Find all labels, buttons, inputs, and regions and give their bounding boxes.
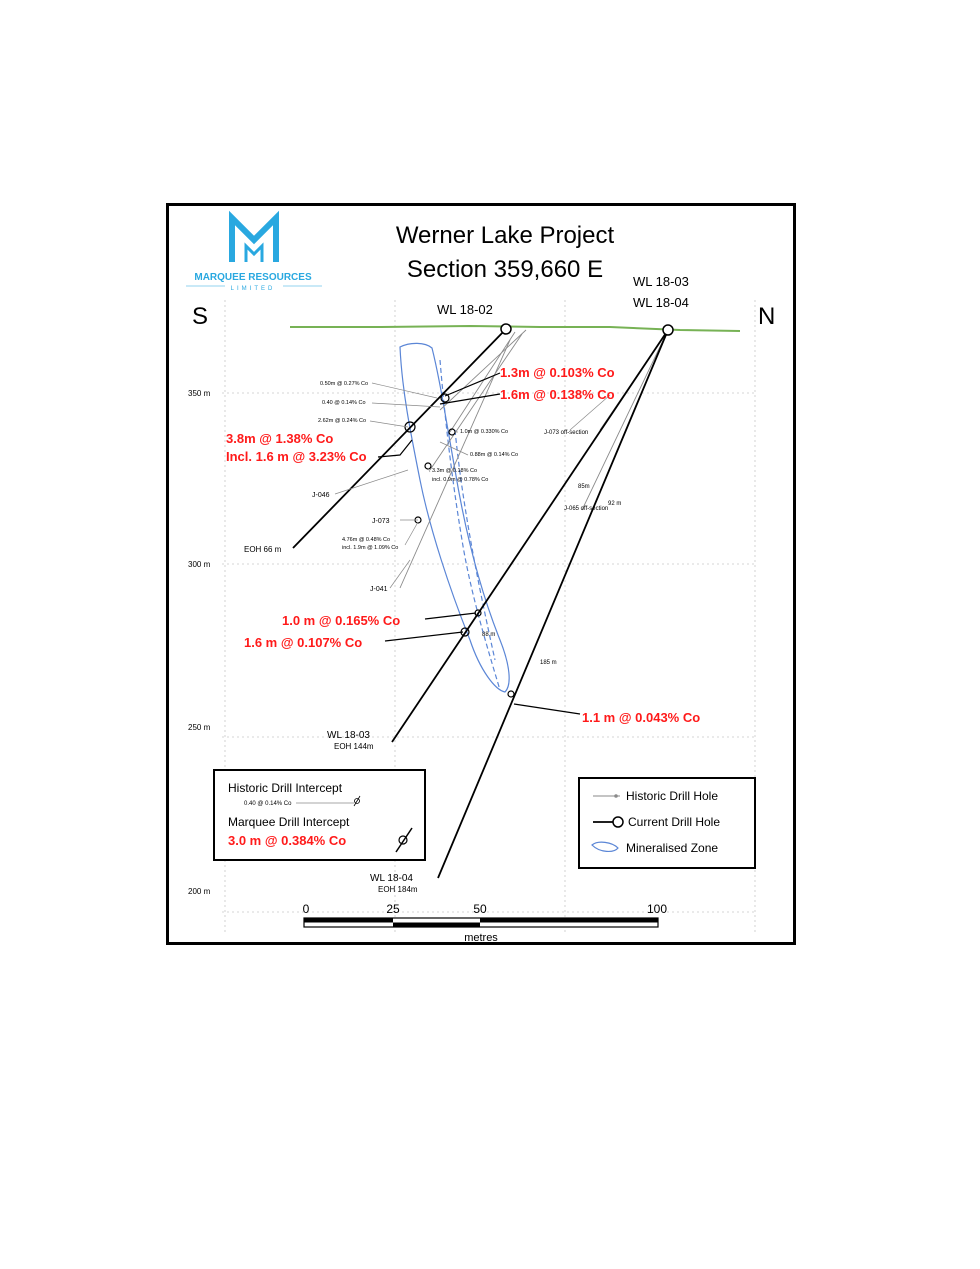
scale-unit: metres xyxy=(464,932,498,944)
depth-mark: 92 m xyxy=(608,501,622,507)
intercept-label: 1.6m @ 0.138% Co xyxy=(500,387,615,402)
historic-intercept-label: 4.76m @ 0.48% Co xyxy=(342,537,391,543)
historic-hole-id: J-073 off-section xyxy=(544,430,589,436)
historic-intercept-label: 0.40 @ 0.14% Co xyxy=(322,400,366,406)
legend-marquee-example: 3.0 m @ 0.384% Co xyxy=(228,833,347,848)
depth-mark: 88 m xyxy=(482,632,496,638)
historic-hole-id: J-041 xyxy=(370,586,388,593)
eoh-label-wl1802: EOH 66 m xyxy=(244,545,282,554)
elevation-label: 200 m xyxy=(188,887,211,896)
hole-label-wl1803: WL 18-03 xyxy=(327,730,370,741)
elevation-label: 350 m xyxy=(188,389,211,398)
scale-tick: 50 xyxy=(473,902,487,916)
intercept-label: 1.1 m @ 0.043% Co xyxy=(582,710,701,725)
scale-tick: 100 xyxy=(646,902,668,916)
compass-south: S xyxy=(192,303,209,330)
legend-historic-hole: Historic Drill Hole xyxy=(626,789,719,803)
hole-label-wl1804: WL 18-04 xyxy=(370,873,413,884)
collar-wl1803-wl1804 xyxy=(663,325,673,335)
scale-bar xyxy=(303,902,668,944)
depth-mark: 185 m xyxy=(540,660,557,666)
intercept-label: 1.3m @ 0.103% Co xyxy=(500,365,615,380)
historic-intercept-label: 0.88m @ 0.14% Co xyxy=(470,452,519,458)
intercept-label: 1.0 m @ 0.165% Co xyxy=(282,613,401,628)
legend-historic-label: Historic Drill Intercept xyxy=(228,781,343,795)
intercept-label: 3.8m @ 1.38% Co xyxy=(226,431,334,446)
scale-tick: 25 xyxy=(386,902,400,916)
collar-label-wl1802: WL 18-02 xyxy=(437,302,493,317)
historic-intercept-label: 3.3m @ 0.18% Co xyxy=(432,468,478,474)
marquee-logo xyxy=(186,218,322,292)
legend-marquee-label: Marquee Drill Intercept xyxy=(228,815,350,829)
historic-intercept-label: incl. 1.9m @ 1.09% Co xyxy=(342,545,399,551)
historic-hole-id: J-046 xyxy=(312,492,330,499)
historic-hole-trace xyxy=(582,330,668,510)
historic-leaders xyxy=(335,383,610,588)
legend-current-hole: Current Drill Hole xyxy=(628,815,721,829)
collar-label-wl1804: WL 18-04 xyxy=(633,295,689,310)
eoh-label-wl1803: EOH 144m xyxy=(334,742,374,751)
logo-company-name: MARQUEE RESOURCES xyxy=(194,272,312,283)
historic-intercept-label: incl. 0.9m @ 0.78% Co xyxy=(432,477,489,483)
historic-hole-id: J-073 xyxy=(372,518,390,525)
scale-tick: 0 xyxy=(302,902,310,916)
collar-label-wl1803: WL 18-03 xyxy=(633,274,689,289)
legend-mineralised-zone: Mineralised Zone xyxy=(626,841,719,855)
historic-intercept-label: 0.50m @ 0.27% Co xyxy=(320,381,369,387)
legend-historic-example: 0.40 @ 0.14% Co xyxy=(244,801,292,807)
compass-north: N xyxy=(758,303,776,330)
elevation-label: 250 m xyxy=(188,723,211,732)
legend-holes xyxy=(579,778,755,868)
eoh-label-wl1804: EOH 184m xyxy=(378,885,418,894)
historic-intercept-label: 2.62m @ 0.24% Co xyxy=(318,418,367,424)
collar-wl1802 xyxy=(501,324,511,334)
intercept-markers xyxy=(405,394,514,697)
historic-intercept-label: 1.0m @ 0.330% Co xyxy=(460,429,509,435)
elevation-label: 300 m xyxy=(188,560,211,569)
title-line-2: Section 359,660 E xyxy=(406,256,604,283)
logo-suffix: LIMITED xyxy=(230,286,276,292)
historic-hole-id: J-065 off-section xyxy=(564,506,609,512)
title-line-1: Werner Lake Project xyxy=(395,222,615,249)
historic-hole-trace xyxy=(450,332,515,432)
intercept-label: Incl. 1.6 m @ 3.23% Co xyxy=(226,449,367,464)
legend-intercepts xyxy=(214,770,425,860)
intercept-label: 1.6 m @ 0.107% Co xyxy=(244,635,363,650)
depth-mark: 85m xyxy=(578,484,590,490)
